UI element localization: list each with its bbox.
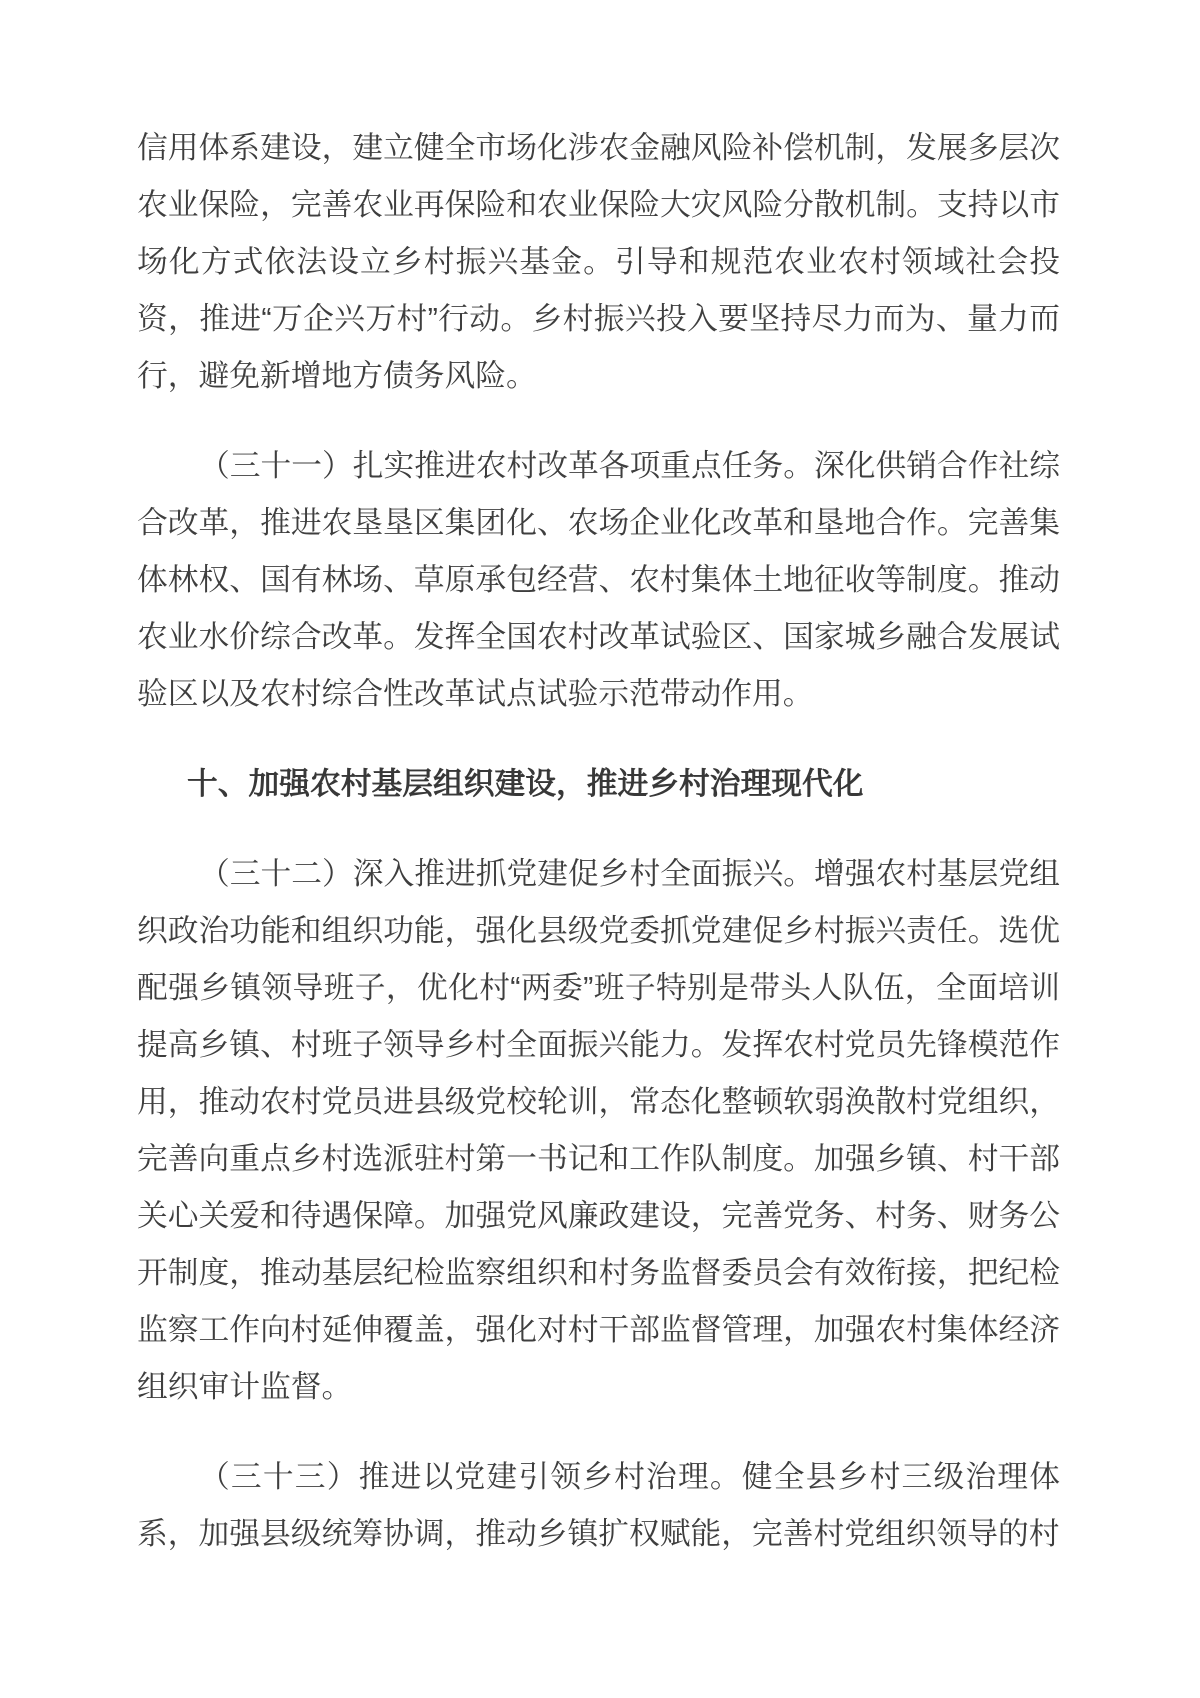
paragraph-article-31: （三十一）扎实推进农村改革各项重点任务。深化供销合作社综合改革，推进农垦垦区集团化、农场企业化改革和垦地合作。完善集体林权、国有林场、草原承包经营、农村集体土地征收等制度。推动农业水价综合改革。发挥全国农村改革试验区、国家城乡融合发展试验区以及农村综合性改革试点试验示范带动作用。: [137, 448, 1061, 711]
paragraph-continuation: 信用体系建设，建立健全市场化涉农金融风险补偿机制，发展多层次农业保险，完善农业再保险和农业保险大灾风险分散机制。支持以市场化方式依法设立乡村振兴基金。引导和规范农业农村领域社会投资，推进“万企兴万村”行动。乡村振兴投入要坚持尽力而为、量力而行，避免新增地方债务风险。: [137, 130, 1060, 393]
paragraph-article-33: （三十三）推进以党建引领乡村治理。健全县乡村三级治理体系，加强县级统筹协调，推动乡镇扩权赋能，完善村党组织领导的村: [137, 1459, 1060, 1551]
section-heading-ten: 十、加强农村基层组织建设，推进乡村治理现代化: [187, 766, 864, 801]
paragraph-article-32: （三十二）深入推进抓党建促乡村全面振兴。增强农村基层党组织政治功能和组织功能，强化县级党委抓党建促乡村振兴责任。选优配强乡镇领导班子，优化村“两委”班子特别是带头人队伍，全面培训提高乡镇、村班子领导乡村全面振兴能力。发挥农村党员先锋模范作用，推动农村党员进县级党校轮训，常态化整顿软弱涣散村党组织，完善向重点乡村选派驻村第一书记和工作队制度。加强乡镇、村干部关心关爱和待遇保障。加强党风廉政建设，完善党务、村务、财务公开制度，推动基层纪检监察组织和村务监督委员会有效衔接，把纪检监察工作向村延伸覆盖，强化对村干部监督管理，加强农村集体经济组织审计监督。: [137, 856, 1061, 1404]
document-body: [137, 119, 1060, 1595]
